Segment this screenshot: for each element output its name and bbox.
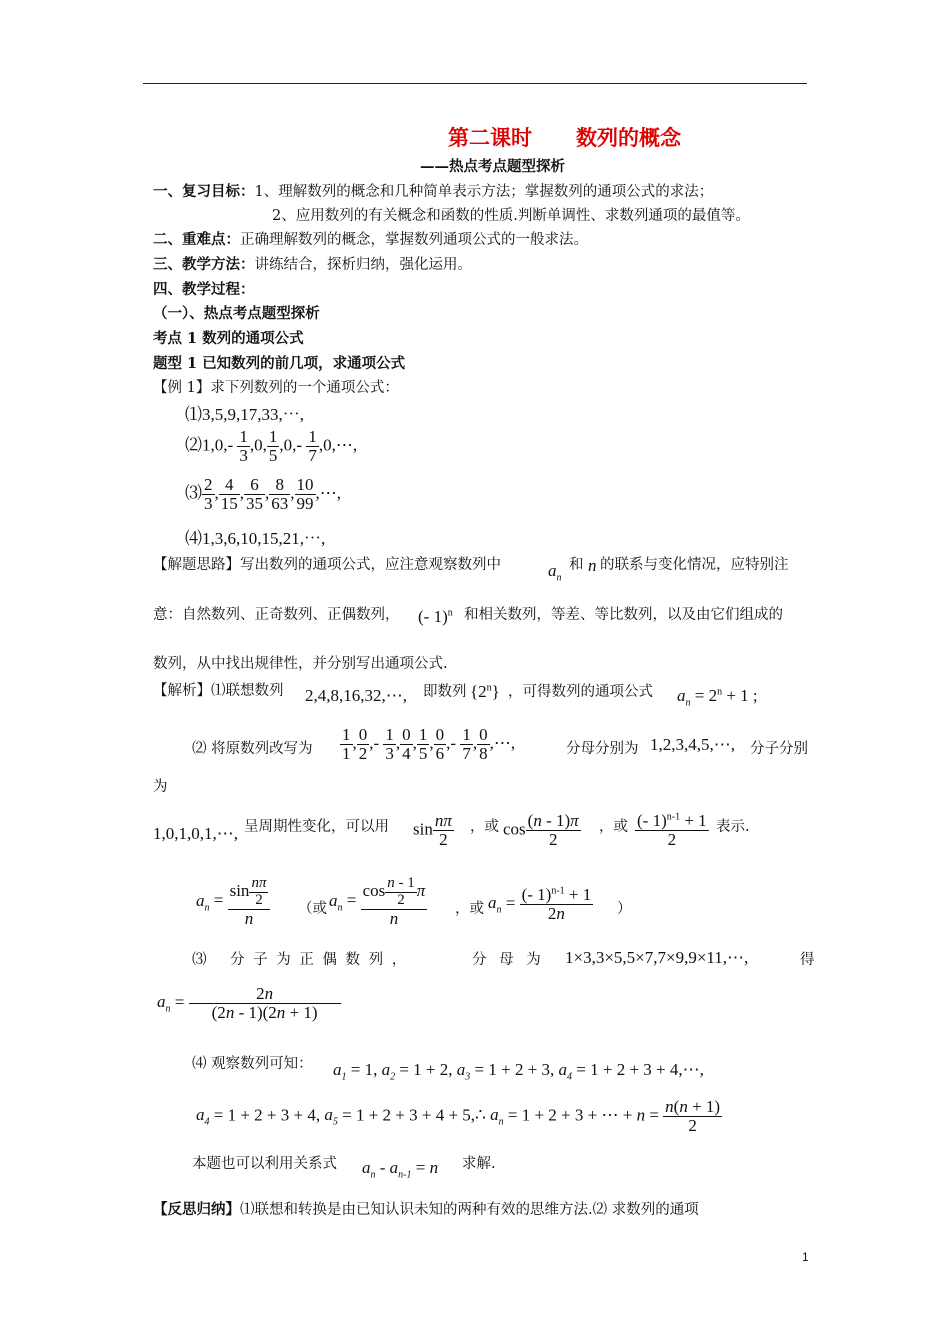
page-title bbox=[448, 122, 681, 152]
reflection-line bbox=[153, 1198, 699, 1219]
thinking-text-2a: 意：自然数列、正奇数列、正偶数列， bbox=[153, 607, 400, 623]
rewritten-sequence: $\frac{1}{1}$ , $\frac{0}{2}$ ,- $\frac{1}{3}$ , $\frac{0}{4}$ , $\frac{1}{5}$ , $\frac{0}{6}$ ,- $\frac{1}{7}$ , $\frac{0}{8}$ ,⋯, bbox=[342, 725, 516, 763]
formula-recurrence: $a_n - a_{n-1} = n$ bbox=[362, 1158, 439, 1181]
point1-heading: 考点 1 数列的通项公式 bbox=[153, 330, 304, 347]
formula-an-sin: $a_n$ = sin $\frac{n\pi}{2}$ n bbox=[196, 876, 270, 927]
formula-terms-2: $a_4 = 1 + 2 + 3 + 4$, $a_5 = 1 + 2 + 3 + 4$ + 5,∴ $a_n = 1 + 2 + 3$ + ⋯ + n = $\frac{n(n + 1)}{2}$ bbox=[196, 1097, 721, 1135]
formula-terms-1: $a_1 = 1$, $a_2 = 1 + 2$, $a_3 = 1 + 2 + 3$, $a_4 = 1 + 2 + 3$ + 4,⋯, bbox=[333, 1060, 704, 1083]
formula-power: $\frac{(- 1)^{n-1} + 1}{2}$ bbox=[637, 811, 707, 849]
analysis-label: 【解析】 bbox=[153, 683, 211, 699]
example-text: 求下列数列的一个通项公式： bbox=[210, 380, 399, 396]
title-part2: 数列的概念 bbox=[576, 126, 681, 150]
example-1-line bbox=[153, 376, 399, 397]
formula-an-power: $a_n$ = $\frac{(- 1)^{n-1} + 1}{2n}$ bbox=[488, 885, 592, 923]
thinking-text-2b: 和相关数列，等差、等比数列，以及由它们组成的 bbox=[464, 607, 783, 623]
analysis-s2i: ，或 bbox=[599, 819, 628, 835]
type1-heading: 题型 1 已知数列的前几项，求通项公式 bbox=[153, 355, 406, 372]
analysis-s2a: ⑵ 将原数列改写为 bbox=[192, 741, 313, 757]
review-label: 一、复习目标： bbox=[153, 183, 255, 200]
part1-heading: （一）、热点考点题型探析 bbox=[153, 305, 320, 322]
analysis-line-1 bbox=[153, 679, 284, 700]
analysis-s2g: 呈周期性变化，可以用 bbox=[244, 819, 389, 835]
analysis-s3c: 分 母 为 bbox=[472, 952, 545, 968]
formula-an-cos: $a_n$ = cos $\frac{n - 1}{2}$ π n bbox=[329, 875, 426, 928]
analysis-s2d: 分子分别 bbox=[750, 741, 808, 757]
analysis-s1c: 即数列 bbox=[423, 684, 467, 700]
header-rule bbox=[143, 83, 807, 84]
thinking-text-1c: 的联系与变化情况，应特别注 bbox=[600, 557, 789, 573]
math-a-n: $a_n$ bbox=[548, 561, 562, 584]
analysis-s2b: 分母分别为 bbox=[566, 741, 639, 757]
denominator-products: 1×3,3×5,5×7,7×9,9×11,⋯, bbox=[565, 948, 749, 967]
method-text: 讲练结合，探析归纳，强化运用。 bbox=[254, 257, 472, 273]
analysis-s3a: ⑶ bbox=[192, 952, 207, 968]
thinking-and: 和 bbox=[569, 557, 584, 573]
thinking-line-1 bbox=[153, 553, 501, 574]
page-subtitle: ——热点考点题型探析 bbox=[420, 158, 565, 175]
process-label: 四、教学过程： bbox=[153, 281, 255, 298]
formula-sin: sin $\frac{n\pi}{2}$ bbox=[413, 811, 452, 849]
analysis-s1d: ，可得数列的通项公式 bbox=[508, 684, 653, 700]
page-number: 1 bbox=[802, 1250, 809, 1264]
analysis-s4a: ⑷ 观察数列可知： bbox=[192, 1056, 313, 1072]
method-label: 三、教学方法： bbox=[153, 256, 255, 273]
formula-an-even-over-odd: $a_n$ = $\frac{2n}{(2n - 1)(2n + 1)}$ bbox=[157, 985, 341, 1022]
analysis-s4b: 本题也可以利用关系式 bbox=[192, 1156, 337, 1172]
reflection-text: ⑴联想和转换是由已知认识未知的两种有效的思维方法.⑵ 求数列的通项 bbox=[240, 1202, 699, 1218]
numerators-sequence: 1,0,1,0,1,⋯, bbox=[153, 824, 238, 843]
math-neg1-pow-n: (- 1)$^n$ bbox=[418, 607, 453, 626]
formula-cos: cos $\frac{(n - 1)\pi}{2}$ bbox=[503, 811, 579, 849]
reflection-label: 【反思归纳】 bbox=[153, 1201, 240, 1218]
denominators-sequence: 1,2,3,4,5,⋯, bbox=[650, 735, 735, 754]
example-item-2: ⑵1,0,- $\frac{1}{3}$ ,0, $\frac{1}{5}$ ,0,- $\frac{1}{7}$ ,0,⋯, bbox=[185, 427, 358, 465]
analysis-s3b: 分 子 为 正 偶 数 列 ， bbox=[230, 952, 409, 968]
analysis-s2m: ） bbox=[617, 901, 632, 917]
analysis-s1a: ⑴联想数列 bbox=[211, 683, 284, 699]
title-part1: 第二课时 bbox=[448, 126, 532, 150]
example-label: 【例 1】 bbox=[153, 380, 211, 396]
analysis-s2l: ，或 bbox=[455, 901, 484, 917]
formula-an-2n-plus-1: $a_n = 2^n + 1$ ; bbox=[677, 686, 758, 709]
method-line bbox=[153, 253, 472, 274]
analysis-s2k: （或 bbox=[298, 901, 327, 917]
analysis-s3e: 得 bbox=[800, 952, 815, 968]
example-item-1: ⑴3,5,9,17,33,⋯, bbox=[185, 405, 304, 424]
key-text: 正确理解数列的概念，掌握数列通项公式的一般求法。 bbox=[240, 232, 588, 248]
math-n: n bbox=[588, 556, 597, 575]
sequence-powers: 2,4,8,16,32,⋯, bbox=[305, 686, 407, 705]
review-line-1 bbox=[153, 180, 713, 201]
thinking-text-3: 数列，从中找出规律性，并分别写出通项公式. bbox=[153, 656, 448, 672]
key-line bbox=[153, 228, 588, 249]
key-label: 二、重难点： bbox=[153, 231, 240, 248]
analysis-s2j: 表示. bbox=[716, 819, 750, 835]
example-item-3: ⑶ $\frac{2}{3}$ , $\frac{4}{15}$ , $\frac{6}{35}$ , $\frac{8}{63}$ , $\frac{10}{99}$ ,⋯, bbox=[185, 475, 341, 513]
analysis-s2e: 为 bbox=[153, 779, 168, 795]
analysis-s2h: ，或 bbox=[470, 819, 499, 835]
thinking-label: 【解题思路】 bbox=[153, 557, 240, 573]
thinking-text-1a: 写出数列的通项公式，应注意观察数列中 bbox=[240, 557, 501, 573]
set-2n: {2$^n$} bbox=[470, 682, 500, 701]
analysis-s4c: 求解. bbox=[462, 1156, 496, 1172]
example-item-4: ⑷1,3,6,10,15,21,⋯, bbox=[185, 529, 326, 548]
review-item-2: 2、应用数列的有关概念和函数的性质.判断单调性、求数列通项的最值等。 bbox=[272, 208, 750, 224]
review-item-1: 1、理解数列的概念和几种简单表示方法；掌握数列的通项公式的求法； bbox=[254, 184, 714, 200]
